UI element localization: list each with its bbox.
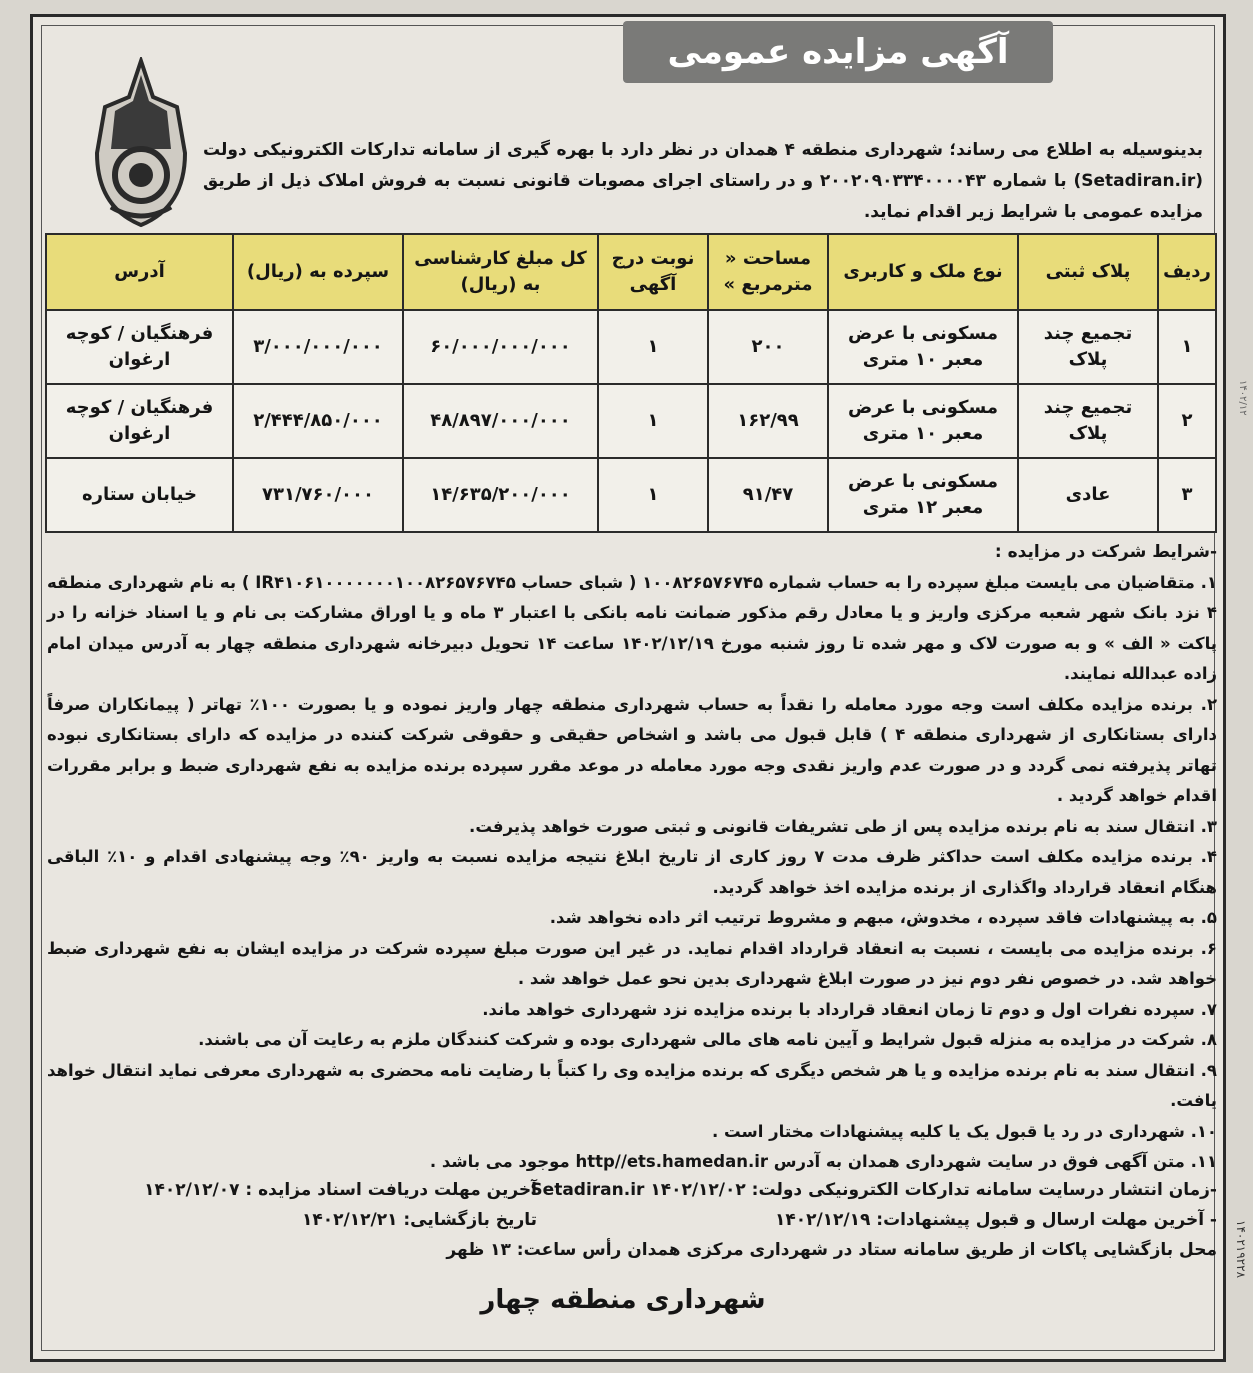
- condition-item: ۱۱. متن آگهی فوق در سایت شهرداری همدان به آدرس http//ets.hamedan.ir موجود می باشد .: [429, 1152, 1217, 1171]
- advertisement-page: [30, 14, 1226, 1362]
- condition-item: ۸. شرکت در مزایده به منزله قبول شرایط و آیین نامه های مالی شهرداری بوده و شرکت کنندگان ملزم به رعایت آن می باشند.: [198, 1030, 1217, 1049]
- property-table: [45, 233, 1217, 533]
- dates-row-3: [47, 1235, 1217, 1265]
- table-row: [46, 384, 1216, 458]
- cell-appraisal-amount: ۴۸/۸۹۷/۰۰۰/۰۰۰: [403, 384, 598, 458]
- cell-property-type: مسکونی با عرض معبر ۱۲ متری: [828, 458, 1018, 532]
- cell-area: ۲۰۰: [708, 310, 828, 384]
- cell-ad-round: ۱: [598, 384, 708, 458]
- publish-date: -زمان انتشار درسایت سامانه تدارکات الکترونیکی دولت: Setadiran.ir ۱۴۰۲/۱۲/۰۲: [530, 1180, 1217, 1200]
- cell-property-type: مسکونی با عرض معبر ۱۰ متری: [828, 384, 1018, 458]
- condition-item: ۵. به پیشنهادات فاقد سپرده ، مخدوش، مبهم و مشروط ترتیب اثر داده نخواهد شد.: [549, 908, 1217, 927]
- conditions-heading: -شرایط شرکت در مزایده :: [994, 542, 1217, 562]
- condition-item: ۷. سپرده نفرات اول و دوم تا زمان انعقاد قرارداد با برنده مزایده نزد شهرداری خواهد ماند.: [482, 999, 1217, 1019]
- cell-ad-round: ۱: [598, 310, 708, 384]
- title-banner: [623, 21, 1053, 83]
- side-code: ۱۴۰۲۱۹۲۲۸: [1234, 1220, 1248, 1279]
- cell-deposit: ۷۳۱/۷۶۰/۰۰۰: [233, 458, 403, 532]
- condition-item: ۴. برنده مزایده مکلف است حداکثر ظرف مدت ۷ روز کاری از تاریخ ابلاغ نتیجه مزایده نسبت به واریز ۹۰٪ وجه پیشنهادی اقدام و ۱۰٪ الباقی هنگام انعقاد قرارداد واگذاری از برنده مزایده اخذ خواهد گردید.: [47, 847, 1217, 897]
- cell-area: ۱۶۲/۹۹: [708, 384, 828, 458]
- condition-item: ۳. انتقال سند به نام برنده مزایده پس از طی تشریفات قانونی و ثبتی صورت خواهد پذیرفت.: [469, 816, 1217, 836]
- cell-deposit: ۳/۰۰۰/۰۰۰/۰۰۰: [233, 310, 403, 384]
- opening-date: تاریخ بازگشایی: ۱۴۰۲/۱۲/۲۱: [302, 1210, 537, 1230]
- col-header-area: مساحت « مترمربع »: [708, 234, 828, 310]
- document-deadline: آخرین مهلت دریافت اسناد مزایده : ۱۴۰۲/۱۲/۰۷: [144, 1180, 537, 1200]
- condition-item: ۹. انتقال سند به نام برنده مزایده و یا هر شخص دیگری که برنده مزایده وی را کتباً با رضایت نامه محضری به شهرداری معرفی نماید انتقال خواهد یافت.: [47, 1060, 1217, 1110]
- cell-row-number: ۱: [1158, 310, 1216, 384]
- cell-address: فرهنگیان / کوچه ارغوان: [46, 384, 233, 458]
- condition-item: ۶. برنده مزایده می بایست ، نسبت به انعقاد قرارداد اقدام نماید. در غیر این صورت مبلغ سپرده شرکت در مزایده ایشان به نفع شهرداری ضبط خواهد شد. در خصوص نفر دوم نیز در صورت ابلاغ شهرداری بدین نحو عمل خواهد شد .: [47, 938, 1217, 988]
- condition-item: ۱۰. شهرداری در رد یا قبول یک یا کلیه پیشنهادات مختار است .: [712, 1121, 1217, 1141]
- signature: شهرداری منطقه چهار: [480, 1285, 766, 1315]
- submission-deadline: - آخرین مهلت ارسال و قبول پیشنهادات: ۱۴۰۲/۱۲/۱۹: [774, 1210, 1217, 1230]
- condition-item: ۲. برنده مزایده مکلف است وجه مورد معامله را نقداً به حساب شهرداری منطقه چهار واریز نموده و یا بصورت ۱۰۰٪ تهاتر ( پیمانکاران صرفاً دارای بستانکاری از شهرداری منطقه ۴ ) قابل قبول می باشد و اشخاص حقیقی و حقوقی شرکت کننده در مزایده که دارای بستانکاری نبوده تهاتر پذیرفته نمی گردد و در صورت عدم واریز نقدی وجه مورد معامله در موعد مقرر سپرده برنده مزایده به نفع شهرداری ضبط و برابر مقررات اقدام خواهد گردید .: [47, 694, 1218, 805]
- col-header-property-type: نوع ملک و کاربری: [828, 234, 1018, 310]
- conditions-section: [47, 537, 1217, 1178]
- cell-address: فرهنگیان / کوچه ارغوان: [46, 310, 233, 384]
- table-header-row: [46, 234, 1216, 310]
- page-title: آگهی مزایده عمومی: [667, 32, 1009, 72]
- cell-registration-plate: تجمیع چند پلاک: [1018, 384, 1158, 458]
- dates-section: [47, 1175, 1217, 1265]
- cell-registration-plate: تجمیع چند پلاک: [1018, 310, 1158, 384]
- col-header-deposit: سپرده به (ریال): [233, 234, 403, 310]
- cell-appraisal-amount: ۶۰/۰۰۰/۰۰۰/۰۰۰: [403, 310, 598, 384]
- cell-address: خیابان ستاره: [46, 458, 233, 532]
- cell-area: ۹۱/۴۷: [708, 458, 828, 532]
- cell-deposit: ۲/۴۴۴/۸۵۰/۰۰۰: [233, 384, 403, 458]
- dates-row-2: [47, 1205, 1217, 1235]
- col-header-registration-plate: پلاک ثبتی: [1018, 234, 1158, 310]
- cell-ad-round: ۱: [598, 458, 708, 532]
- table-row: [46, 310, 1216, 384]
- cell-registration-plate: عادی: [1018, 458, 1158, 532]
- col-header-address: آدرس: [46, 234, 233, 310]
- municipality-logo-icon: [81, 57, 201, 232]
- cell-row-number: ۳: [1158, 458, 1216, 532]
- col-header-ad-round: نوبت درج آگهی: [598, 234, 708, 310]
- opening-place: محل بازگشایی پاکات از طریق سامانه ستاد در شهرداری مرکزی همدان رأس ساعت: ۱۳ ظهر: [446, 1240, 1217, 1260]
- intro-paragraph: بدینوسیله به اطلاع می رساند؛ شهرداری منطقه ۴ همدان در نظر دارد با بهره گیری از سامانه تدارکات الکترونیکی دولت (Setadiran.ir) با شماره ۲۰۰۲۰۹۰۳۳۴۰۰۰۰۴۳ و در راستای اجرای مصوبات قانونی نسبت به فروش املاک ذیل از طریق مزایده عمومی با شرایط زیر اقدام نماید.: [203, 140, 1203, 222]
- dates-row-1: [47, 1175, 1217, 1205]
- cell-appraisal-amount: ۱۴/۶۳۵/۲۰۰/۰۰۰: [403, 458, 598, 532]
- col-header-row-number: ردیف: [1158, 234, 1216, 310]
- condition-item: ۱. متقاضیان می بایست مبلغ سپرده را به حساب شماره ۱۰۰۸۲۶۵۷۶۷۴۵ ( شبای حساب IR۴۱۰۶۱۰۰۰۰۰۰۰۱۰۰۸۲۶۵۷۶۷۴۵ ) به نام شهرداری منطقه ۴ نزد بانک شهر شعبه مرکزی واریز و یا معادل رقم مذکور ضمانت نامه بانکی با اعتبار ۳ ماه و یا اوراق مشارکت بی نام و یا اسناد خزانه را در پاکت « الف » و به صورت لاک و مهر شده تا روز شنبه مورخ ۱۴۰۲/۱۲/۱۹ ساعت ۱۴ تحویل دبیرخانه شهرداری منطقه چهار به آدرس میدان امام زاده عبدالله نمایند.: [47, 572, 1217, 683]
- col-header-appraisal-amount: کل مبلغ کارشناسی به (ریال): [403, 234, 598, 310]
- cell-property-type: مسکونی با عرض معبر ۱۰ متری: [828, 310, 1018, 384]
- side-code-top: ۱۴۰۲/۱۲: [1237, 380, 1248, 416]
- table-row: [46, 458, 1216, 532]
- cell-row-number: ۲: [1158, 384, 1216, 458]
